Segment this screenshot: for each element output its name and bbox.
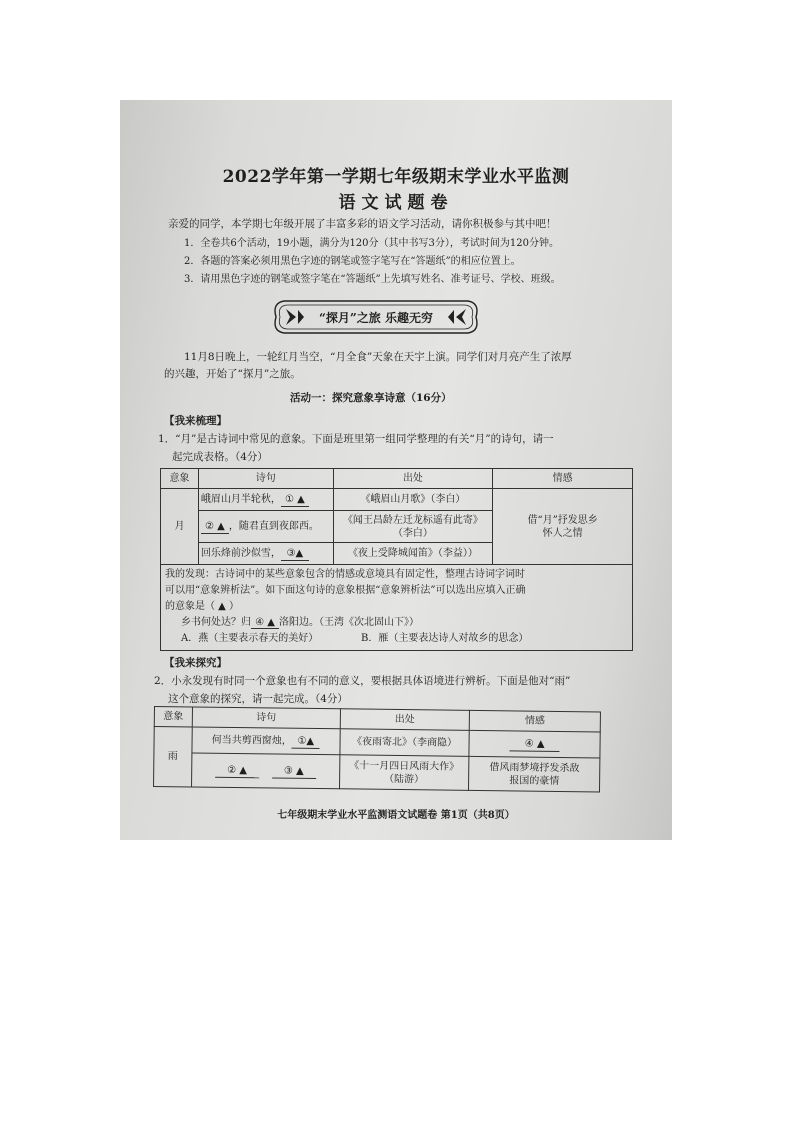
table2-image-cell: 雨 — [154, 727, 193, 787]
verse-text: 峨眉山月半轮秋， — [200, 493, 281, 505]
verse-suffix: 洛阳边。（王湾《次北固山下》） — [279, 617, 419, 628]
source-line-1: 《闻王昌龄左迁龙标遥有此寄》 — [342, 514, 483, 526]
table1-row1-source: 《峨眉山月歌》（李白） — [333, 489, 493, 511]
table1-row1-verse — [198, 489, 333, 511]
story-line-1: 11月8日晚上，一轮红月当空，“月全食”天象在天宇上演。同学们对月亮产生了浓厚 — [184, 351, 572, 363]
table2-row1-verse — [192, 727, 340, 755]
source-line-2: （李白） — [392, 527, 433, 539]
table1-row3-source: 《夜上受降城闻笛》（李益）） — [333, 543, 493, 565]
answer-blank-1: ① ▲ — [281, 493, 309, 507]
theme-banner — [270, 297, 482, 337]
rain-poetry-table — [153, 706, 601, 792]
table2-header-image: 意象 — [154, 707, 192, 727]
table1-header-emotion: 情感 — [493, 469, 633, 489]
rule-3: 3．请用黑色字迹的钢笔或签字笔在“答题纸”上先填写姓名、准考证号、学校、班级。 — [184, 274, 561, 285]
table2-row2-source — [339, 755, 469, 791]
section-label-2: 【我来探究】 — [164, 657, 227, 669]
story-line-2: 的兴趣，开始了“探月”之旅。 — [164, 368, 301, 380]
exam-title: 2022学年第一学期七年级期末学业水平监测 — [222, 167, 570, 187]
table2-row1-source: 《夜雨寄北》（李商隐） — [340, 729, 470, 757]
table1-row2-verse — [198, 511, 333, 543]
exam-subtitle: 语文试题卷 — [338, 193, 454, 213]
table2-row2-verse — [191, 753, 339, 789]
question-2-line-2: 这个意象的探究，请一起完成。（4分） — [168, 693, 348, 705]
table2-header-source: 出处 — [340, 709, 470, 731]
answer-blank-8: ③ ▲ — [272, 764, 316, 779]
question-1-line-1: 1．“月”是古诗词中常见的意象。下面是班里第一组同学整理的有关“月”的诗句，请一 — [158, 433, 554, 445]
banner-text: “探月”之旅 乐趣无穷 — [319, 311, 433, 325]
verse-text: 何当共剪西窗烛， — [211, 734, 292, 747]
option-b: B．雁（主要表达诗人对故乡的思念） — [361, 633, 529, 644]
discovery-line-4 — [181, 613, 419, 629]
answer-blank-5: ①▲ — [292, 734, 320, 748]
answer-blank-3: ③▲ — [281, 547, 309, 561]
emotion-line-2: 怀人之情 — [542, 527, 583, 539]
table2-header-verse: 诗句 — [192, 707, 340, 729]
question-2-line-1: 2．小永发现有时同一个意象也有不同的意义，要根据具体语境进行辨析。下面是他对“雨” — [154, 675, 571, 687]
discovery-line-2: 可以用“意象辨析法”。如下面这句诗的意象根据“意象辨析法”可以选出应填入正确 — [165, 585, 526, 596]
section-label-1: 【我来梳理】 — [164, 415, 227, 427]
verse-text: ，随君直到夜郎西。 — [228, 520, 319, 532]
page-footer: 七年级期末学业水平监测语文试题卷 第1页（共8页） — [277, 810, 515, 821]
table1-row2-source — [333, 511, 493, 543]
table1-header-image: 意象 — [161, 469, 199, 489]
answer-blank-4: ④ ▲ — [251, 617, 279, 629]
option-a: A．燕（主要表示春天的美好） — [181, 633, 319, 644]
emotion-line-1: 借风雨梦境抒发杀敌 — [489, 761, 580, 774]
moon-poetry-table — [160, 468, 633, 565]
rule-2: 2．各题的答案必须用黑色字迹的钢笔或签字笔写在“答题纸”的相应位置上。 — [184, 256, 521, 267]
photographed-page — [120, 100, 672, 840]
discovery-box — [160, 562, 633, 651]
source-line-1: 《十一月四日风雨大作》 — [349, 759, 460, 773]
question-1-line-2: 起完成表格。（4分） — [172, 451, 268, 463]
table1-image-cell: 月 — [161, 489, 199, 565]
table1-header-source: 出处 — [333, 469, 493, 489]
emotion-line-1: 借“月”抒发思乡 — [527, 514, 598, 526]
intro-greeting: 亲爱的同学，本学期七年级开展了丰富多彩的语文学习活动，请你积极参与其中吧！ — [168, 218, 557, 230]
answer-blank-2: ② ▲ — [201, 520, 229, 534]
discovery-line-1: 我的发现：古诗词中的某些意象包含的情感或意境具有固定性，整理古诗词字词时 — [165, 569, 525, 580]
source-line-2: （陆游） — [383, 773, 425, 785]
answer-blank-7: ② ▲ — [215, 763, 259, 778]
emotion-line-2: 报国的豪情 — [509, 774, 560, 787]
table2-row1-emotion — [469, 730, 600, 758]
rule-1: 1．全卷共6个活动，19小题，满分为120分（其中书写3分），考试时间为120分钟。 — [184, 238, 559, 249]
table2-row2-emotion — [469, 756, 600, 792]
discovery-line-3: 的意象是（ ▲ ） — [165, 601, 240, 612]
activity-1-title: 活动一：探究意象享诗意（16分） — [290, 392, 452, 404]
answer-blank-6: ④ ▲ — [510, 737, 560, 752]
verse-prefix: 乡书何处达？归 — [181, 617, 251, 628]
table2-header-emotion: 情感 — [469, 710, 600, 732]
table1-header-verse: 诗句 — [198, 469, 333, 489]
verse-text: 回乐烽前沙似雪， — [200, 547, 281, 559]
table1-emotion-cell — [493, 489, 633, 565]
